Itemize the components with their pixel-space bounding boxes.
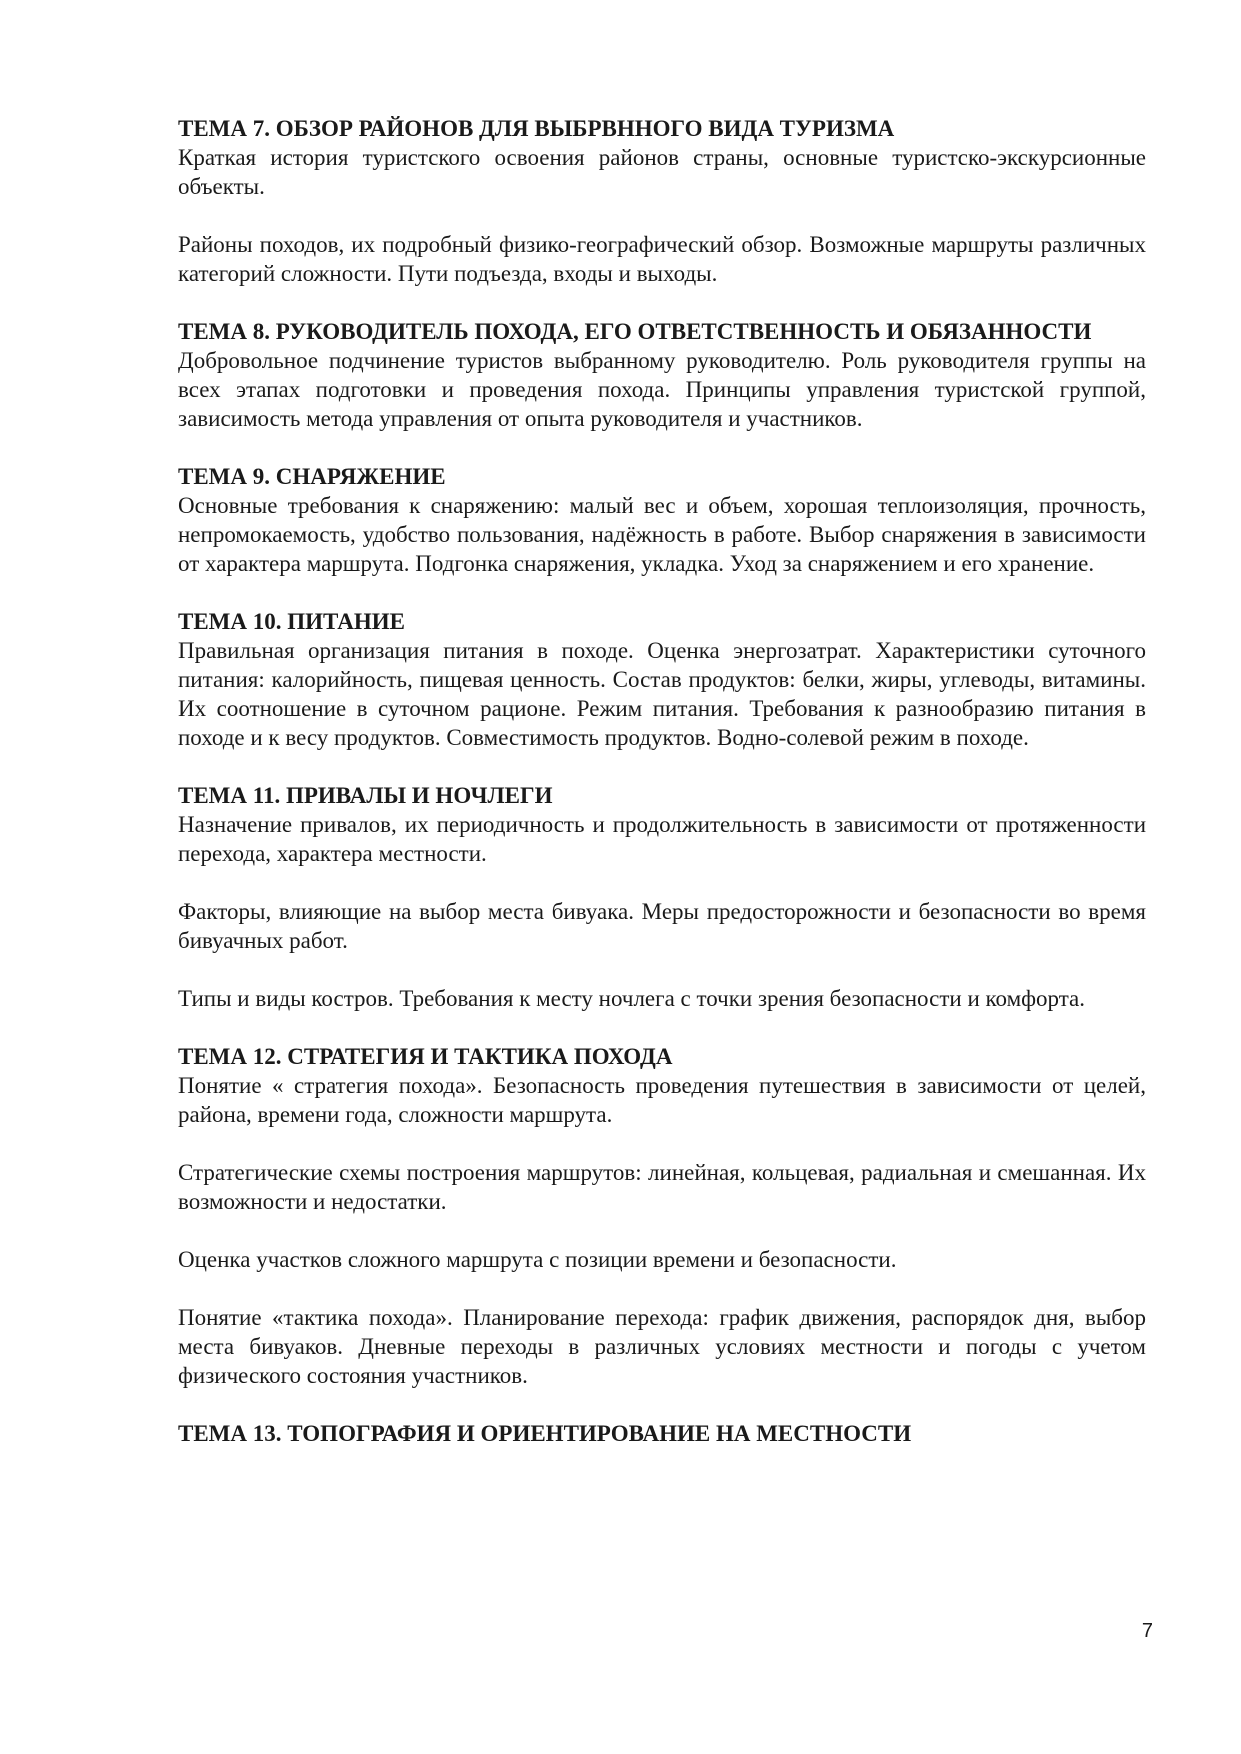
topic-11-heading: ТЕМА 11. ПРИВАЛЫ И НОЧЛЕГИ bbox=[178, 783, 553, 808]
topic-12-paragraph-2: Стратегические схемы построения маршрутов: линейная, кольцевая, радиальная и смешанная. Их возможности и недостатки. bbox=[178, 1160, 1146, 1214]
topic-8-paragraph-1: Добровольное подчинение туристов выбранному руководителю. Роль руководителя группы на всех этапах подготовки и проведения похода. Принципы управления туристской группой, зависимость метода управления от опыта руководителя и участников. bbox=[178, 348, 1146, 431]
topic-7-section bbox=[178, 114, 1146, 288]
topic-9-section bbox=[178, 462, 1146, 578]
topic-7-paragraph-2: Районы походов, их подробный физико-географический обзор. Возможные маршруты различных категорий сложности. Пути подъезда, входы и выходы. bbox=[178, 232, 1146, 286]
topic-7-paragraph-1: Краткая история туристского освоения районов страны, основные туристско-экскурсионные объекты. bbox=[178, 145, 1146, 199]
topic-12-paragraph-4: Понятие «тактика похода». Планирование перехода: график движения, распорядок дня, выбор места бивуаков. Дневные переходы в различных условиях местности и погоды с учетом физического состояния участников. bbox=[178, 1305, 1146, 1388]
topic-10-heading: ТЕМА 10. ПИТАНИЕ bbox=[178, 609, 405, 634]
topic-11-paragraph-1: Назначение привалов, их периодичность и продолжительность в зависимости от протяженности перехода, характера местности. bbox=[178, 812, 1146, 866]
topic-11-paragraph-2: Факторы, влияющие на выбор места бивуака. Меры предосторожности и безопасности во время бивуачных работ. bbox=[178, 899, 1146, 953]
topic-13-heading: ТЕМА 13. ТОПОГРАФИЯ И ОРИЕНТИРОВАНИЕ НА МЕСТНОСТИ bbox=[178, 1421, 912, 1446]
topic-9-heading: ТЕМА 9. СНАРЯЖЕНИЕ bbox=[178, 464, 446, 489]
topic-12-section bbox=[178, 1042, 1146, 1390]
topic-10-paragraph-1: Правильная организация питания в походе. Оценка энергозатрат. Характеристики суточного питания: калорийность, пищевая ценность. Состав продуктов: белки, жиры, углеводы, витамины. Их соотношение в суточном рационе. Режим питания. Требования к разнообразию питания в походе и к весу продуктов. Совместимость продуктов. Водно-солевой режим в походе. bbox=[178, 638, 1146, 750]
topic-8-heading: ТЕМА 8. РУКОВОДИТЕЛЬ ПОХОДА, ЕГО ОТВЕТСТВЕННОСТЬ И ОБЯЗАННОСТИ bbox=[178, 319, 1092, 344]
topic-8-section bbox=[178, 317, 1146, 433]
topic-11-paragraph-3: Типы и виды костров. Требования к месту ночлега с точки зрения безопасности и комфорта. bbox=[178, 986, 1086, 1011]
topic-12-heading: ТЕМА 12. СТРАТЕГИЯ И ТАКТИКА ПОХОДА bbox=[178, 1044, 673, 1069]
topic-12-paragraph-1: Понятие « стратегия похода». Безопасность проведения путешествия в зависимости от целей, района, времени года, сложности маршрута. bbox=[178, 1073, 1146, 1127]
topic-10-section bbox=[178, 607, 1146, 752]
topic-9-paragraph-1: Основные требования к снаряжению: малый вес и объем, хорошая теплоизоляция, прочность, непромокаемость, удобство пользования, надёжность в работе. Выбор снаряжения в зависимости от характера маршрута. Подгонка снаряжения, укладка. Уход за снаряжением и его хранение. bbox=[178, 493, 1146, 576]
page-body bbox=[178, 114, 1146, 1448]
topic-11-section bbox=[178, 781, 1146, 1013]
page-number: 7 bbox=[1141, 1620, 1153, 1642]
topic-7-heading: ТЕМА 7. ОБЗОР РАЙОНОВ ДЛЯ ВЫБРВННОГО ВИДА ТУРИЗМА bbox=[178, 116, 895, 141]
topic-12-paragraph-3: Оценка участков сложного маршрута с позиции времени и безопасности. bbox=[178, 1247, 897, 1272]
